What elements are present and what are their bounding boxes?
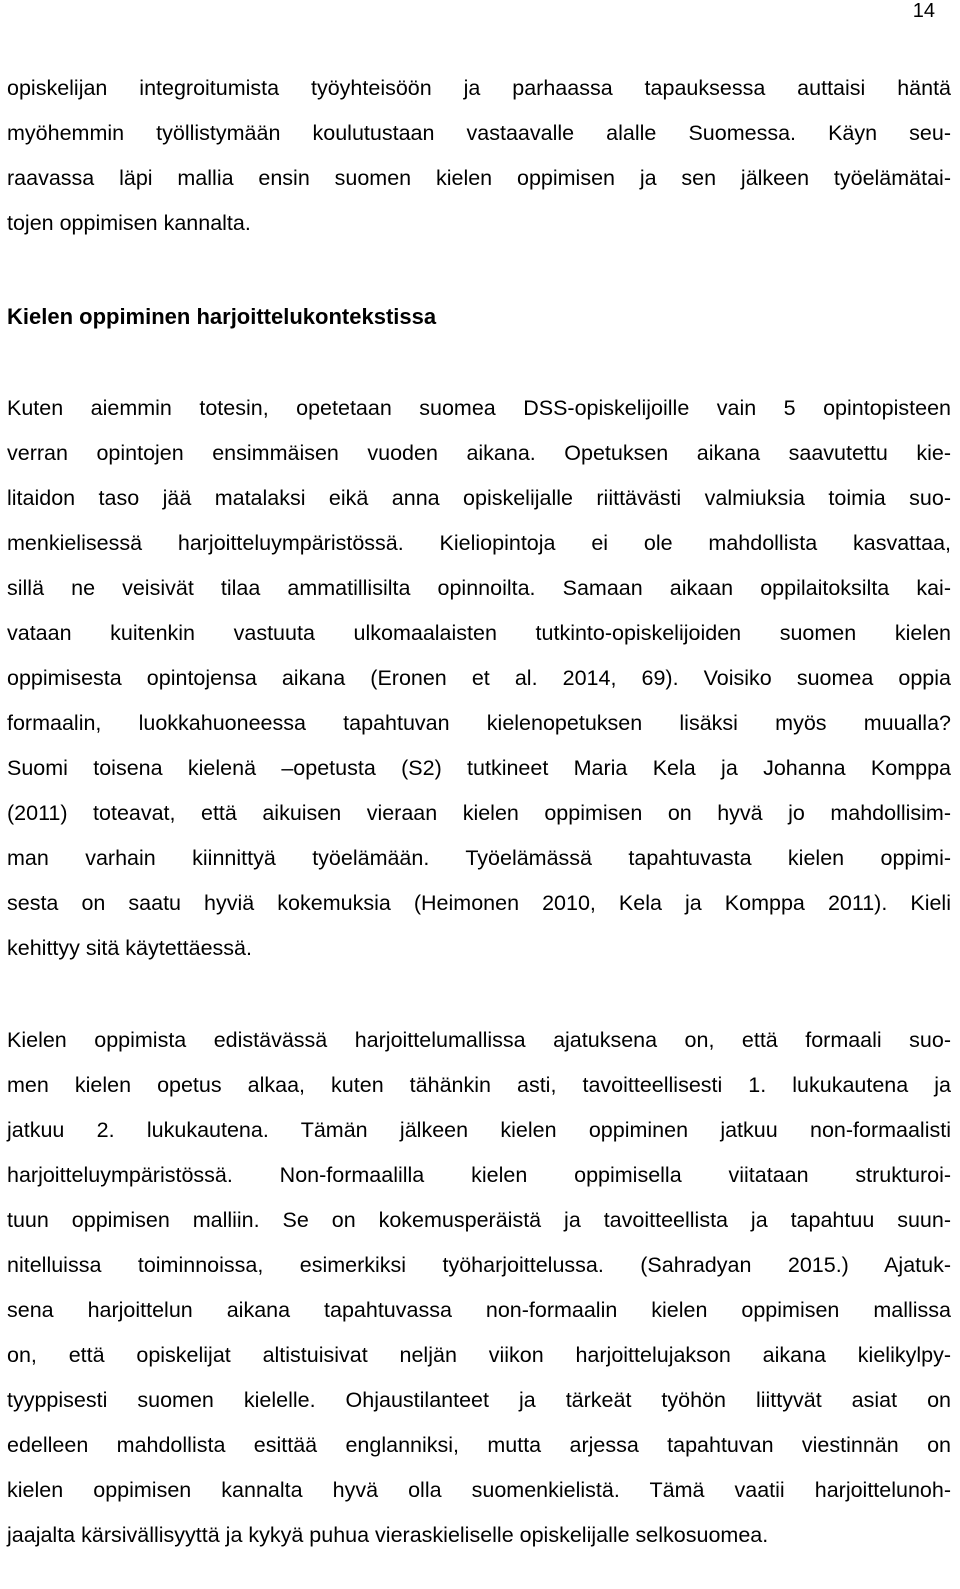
paragraph-line: men kielen opetus alkaa, kuten tähänkin asti, tavoitteellisesti 1. lukukautena ja (7, 1073, 951, 1097)
paragraph-line: menkielisessä harjoitteluympäristössä. Kieliopintoja ei ole mahdollista kasvattaa, (7, 531, 951, 555)
paragraph-line: jaajalta kärsivällisyyttä ja kykyä puhua vieraskieliselle opiskelijalle selkosuomea. (7, 1523, 769, 1547)
paragraph-line: vataan kuitenkin vastuuta ulkomaalaisten tutkinto-opiskelijoiden suomen kielen (7, 621, 951, 645)
paragraph-line: edelleen mahdollista esittää englanniksi, mutta arjessa tapahtuvan viestinnän on (7, 1433, 951, 1457)
paragraph-line: kehittyy sitä käytettäessä. (7, 936, 252, 960)
paragraph-line: oppimisesta opintojensa aikana (Eronen et al. 2014, 69). Voisiko suomea oppia (7, 666, 951, 690)
paragraph-line: kielen oppimisen kannalta hyvä olla suomenkielistä. Tämä vaatii harjoittelunoh- (7, 1478, 951, 1502)
paragraph-line: harjoitteluympäristössä. Non-formaalilla kielen oppimisella viitataan strukturoi- (7, 1163, 951, 1187)
document-body (7, 66, 951, 1558)
page-number: 14 (912, 0, 935, 22)
paragraph-line: jatkuu 2. lukukautena. Tämän jälkeen kielen oppiminen jatkuu non-formaalisti (7, 1118, 951, 1142)
paragraph-line: man varhain kiinnittyä työelämään. Työelämässä tapahtuvasta kielen oppimi- (7, 846, 951, 870)
paragraph-line: sillä ne veisivät tilaa ammatillisilta opinnoilta. Samaan aikaan oppilaitoksilta kai- (7, 576, 951, 600)
paragraph-1 (7, 66, 951, 246)
paragraph-2 (7, 386, 951, 971)
paragraph-line: verran opintojen ensimmäisen vuoden aikana. Opetuksen aikana saavutettu kie- (7, 441, 951, 465)
paragraph-line: tojen oppimisen kannalta. (7, 211, 251, 235)
paragraph-line: Suomi toisena kielenä –opetusta (S2) tutkineet Maria Kela ja Johanna Komppa (7, 756, 951, 780)
paragraph-line: formaalin, luokkahuoneessa tapahtuvan kielenopetuksen lisäksi myös muualla? (7, 711, 951, 735)
paragraph-line: tuun oppimisen malliin. Se on kokemusperäistä ja tavoitteellista ja tapahtuu suun- (7, 1208, 951, 1232)
paragraph-line: sesta on saatu hyviä kokemuksia (Heimonen 2010, Kela ja Komppa 2011). Kieli (7, 891, 951, 915)
paragraph-3 (7, 1018, 951, 1558)
paragraph-line: Kuten aiemmin totesin, opetetaan suomea DSS-opiskelijoille vain 5 opintopisteen (7, 396, 951, 420)
paragraph-line: sena harjoittelun aikana tapahtuvassa non-formaalin kielen oppimisen mallissa (7, 1298, 951, 1322)
paragraph-line: tyyppisesti suomen kielelle. Ohjaustilanteet ja tärkeät työhön liittyvät asiat on (7, 1388, 951, 1412)
paragraph-line: myöhemmin työllistymään koulutustaan vastaavalle alalle Suomessa. Käyn seu- (7, 121, 951, 145)
paragraph-line: Kielen oppimista edistävässä harjoittelumallissa ajatuksena on, että formaali suo- (7, 1028, 951, 1052)
paragraph-line: opiskelijan integroitumista työyhteisöön ja parhaassa tapauksessa auttaisi häntä (7, 76, 951, 100)
paragraph-line: on, että opiskelijat altistuisivat neljän viikon harjoittelujakson aikana kielikylpy- (7, 1343, 951, 1367)
paragraph-line: nitelluissa toiminnoissa, esimerkiksi työharjoittelussa. (Sahradyan 2015.) Ajatuk- (7, 1253, 951, 1277)
paragraph-line: litaidon taso jää matalaksi eikä anna opiskelijalle riittävästi valmiuksia toimia suo- (7, 486, 951, 510)
section-heading: Kielen oppiminen harjoittelukontekstissa (7, 304, 437, 329)
paragraph-line: raavassa läpi mallia ensin suomen kielen oppimisen ja sen jälkeen työelämätai- (7, 166, 951, 190)
paragraph-line: (2011) toteavat, että aikuisen vieraan kielen oppimisen on hyvä jo mahdollisim- (7, 801, 951, 825)
